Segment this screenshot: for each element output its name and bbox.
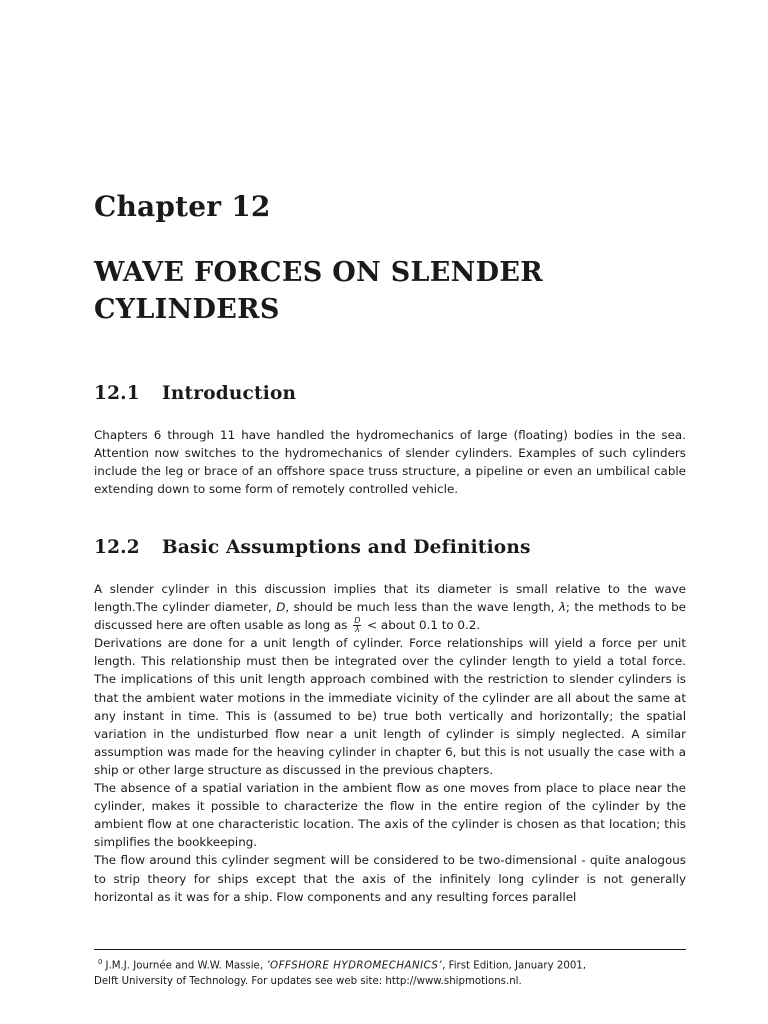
section-number: 12.1 bbox=[94, 383, 140, 404]
text-run: A slender cylinder in this discussion implies that its diameter is small relative to the wave length.The cylinder diameter, bbox=[94, 582, 686, 615]
footnote bbox=[94, 954, 686, 990]
chapter-title-line-2: CYLINDERS bbox=[94, 294, 280, 325]
section-heading-basic-assumptions bbox=[94, 537, 531, 558]
chapter-title-line-1: WAVE FORCES ON SLENDER bbox=[94, 257, 543, 288]
chapter-title bbox=[94, 254, 686, 328]
introduction-text bbox=[94, 426, 686, 498]
basic-assumptions-text bbox=[94, 580, 686, 906]
text-run: ; the methods to be discussed here are often usable as long as bbox=[94, 600, 686, 633]
chapter-label: Chapter 12 bbox=[94, 190, 271, 223]
paragraph bbox=[94, 580, 686, 634]
section-heading-introduction bbox=[94, 383, 296, 404]
footnote-line-2: Delft University of Technology. For updates see web site: http://www.shipmotions.nl. bbox=[94, 976, 522, 988]
footnote-line-1 bbox=[94, 954, 686, 974]
footnote-rule bbox=[94, 949, 686, 950]
footnote-authors: J.M.J. Journée and W.W. Massie, bbox=[105, 960, 267, 972]
fraction-denominator: λ bbox=[354, 625, 360, 635]
footnote-book-title: ’OFFSHORE HYDROMECHANICS’ bbox=[266, 960, 443, 972]
symbol-lambda: λ bbox=[558, 600, 566, 615]
footnote-mark: 0 bbox=[98, 958, 103, 966]
section-title: Basic Assumptions and Definitions bbox=[162, 537, 531, 558]
symbol-d: D bbox=[276, 600, 286, 615]
paragraph: Derivations are done for a unit length of cylinder. Force relationships will yield a force per unit length. This relationship must then be integrated over the cylinder length to yield a total force. The implications of this unit length approach combined with the restriction to slender cylinders is that the ambient water motions in the immediate vicinity of the cylinder are all about the same at any instant in time. This is (assumed to be) true both vertically and horizontally; the spatial variation in the undisturbed flow near a unit length of cylinder is simply neglected. A similar assumption was made for the heaving cylinder in chapter 6, but this is not usually the case with a ship or other large structure as discussed in the previous chapters. bbox=[94, 636, 686, 777]
text-run: , should be much less than the wave length, bbox=[285, 600, 559, 615]
section-title: Introduction bbox=[162, 383, 297, 404]
paragraph: The flow around this cylinder segment will be considered to be two-dimensional - quite analogous to strip theory for ships except that the axis of the infinitely long cylinder is not generally horizontal as it was for a ship. Flow components and any resulting forces parallel bbox=[94, 853, 686, 904]
footnote-edition: , First Edition, January 2001, bbox=[442, 960, 587, 972]
section-number: 12.2 bbox=[94, 537, 140, 558]
paragraph: The absence of a spatial variation in the ambient flow as one moves from place to place near the cylinder, makes it possible to characterize the flow in the entire region of the cylinder by the ambient flow at one characteristic location. The axis of the cylinder is chosen as that location; this simplifies the bookkeeping. bbox=[94, 781, 686, 850]
text-run: < about 0.1 to 0.2. bbox=[363, 618, 481, 633]
fraction-numerator: D bbox=[354, 616, 361, 626]
fraction-d-over-lambda bbox=[353, 617, 361, 634]
paragraph: Chapters 6 through 11 have handled the hydromechanics of large (floating) bodies in the sea. Attention now switches to the hydromechanics of slender cylinders. Examples of such cylinders include the leg or brace of an offshore space truss structure, a pipeline or even an umbilical cable extending down to some form of remotely controlled vehicle. bbox=[94, 428, 686, 497]
